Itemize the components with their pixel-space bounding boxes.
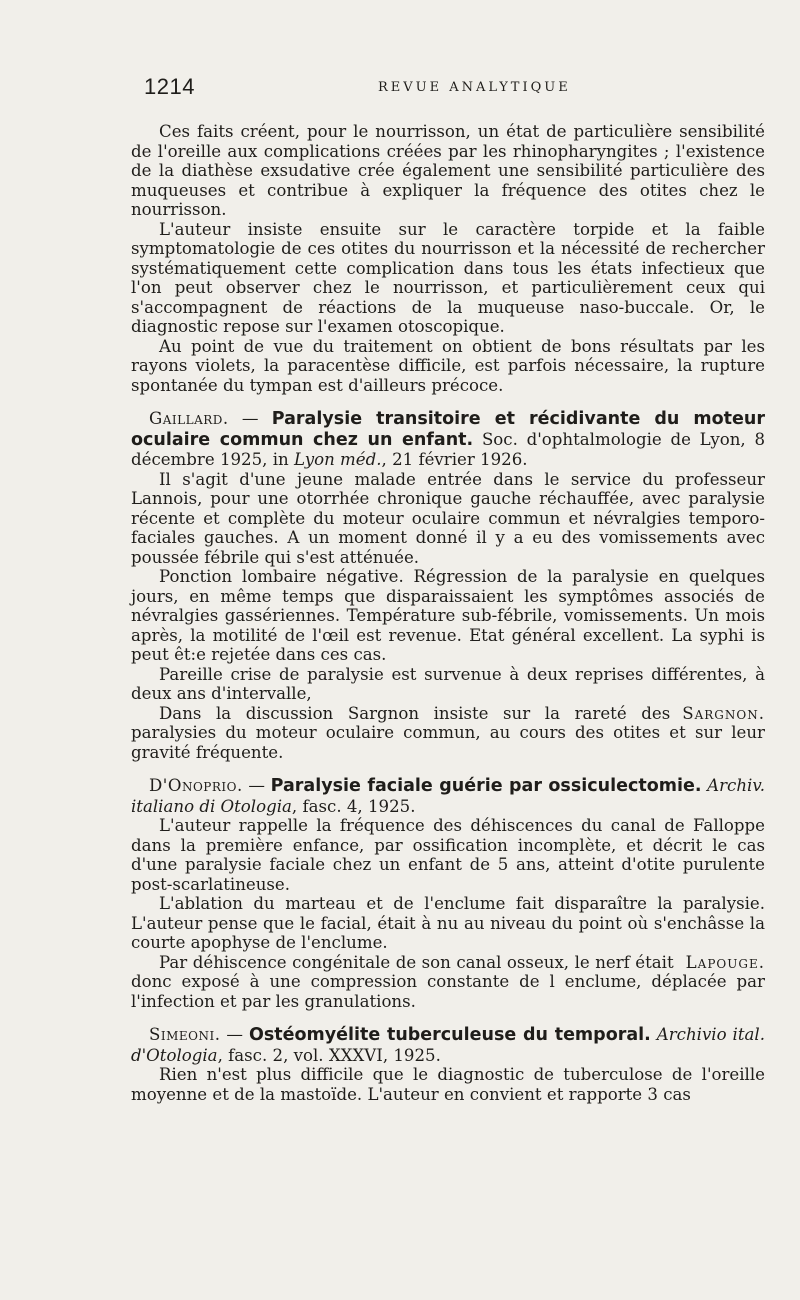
entry-signature: Sargnon. [682,703,765,723]
entry-journal: Archivio ital. d'Otologia [131,1025,765,1065]
entry-author: Gaillard. [149,409,229,428]
paragraph: Pareille crise de paralysie est survenue à deux reprises différentes, à deux ans d'intervalle, [131,664,765,703]
paragraph: Il s'agit d'une jeune malade entrée dans le service du professeur Lannois, pour une otorrhée chronique gauche réchauffée, avec paralysie récente et complète du moteur oculaire commun et névralgies temporo-faciales gauches. A un moment donné il y a eu des vomissements avec poussée fébrile qui s'est atténuée. [131,469,765,567]
entry-title: Ostéomyélite tuberculeuse du temporal. [248,1025,651,1045]
entry-title: Paralysie transitoire et récidivante du moteur oculaire commun chez un enfant. [131,409,765,450]
paragraph: L'ablation du marteau et de l'enclume fait disparaître la paralysie. L'auteur pense que le facial, était à nu au niveau du point où s'enchâsse la courte apophyse de l'enclume. [131,894,765,952]
running-head: REVUE ANALYTIQUE [378,80,571,95]
page-number: 1214 [144,74,195,99]
paragraph: Lapouge. Par déhiscence congénitale de son canal osseux, le nerf était donc exposé à une compression constante de l enclume, déplacée par l'infection et par les granulations. [131,952,765,1011]
entry-author: Simeoni. [149,1025,221,1044]
entry-dash: — [242,776,271,795]
paragraph: L'auteur insiste ensuite sur le caractère torpide et la faible symptomatologie de ces otites du nourrisson et la nécessité de rechercher systématiquement cette complication dans tous les états infectieux que l'on peut observer chez le nourrisson, et particulièrement ceux qui s'accompagnent de réactions de la muqueuse naso-buccale. Or, le diagnostic repose sur l'examen otoscopique. [131,219,765,336]
paragraph: L'auteur rappelle la fréquence des déhiscences du canal de Falloppe dans la première enfance, par ossification incomplète, et décrit le cas d'une paralysie faciale chez un enfant de 5 ans, atteint d'otite purulente post-scarlatineuse. [131,816,765,894]
paragraph: Rien n'est plus difficile que le diagnostic de tuberculose de l'oreille moyenne et de la mastoïde. L'auteur en convient et rapporte 3 cas [131,1065,765,1104]
entry-reference [131,776,765,816]
paragraph: Ponction lombaire négative. Régression de la paralysie en quelques jours, en même temps que disparaissaient les symptômes associés de névralgies gassériennes. Température sub-fébrile, vomissements. Un mois après, la motilité de l'œil est revenue. Etat général excellent. La syphi is peut êt:e rejetée dans ces cas. [131,567,765,664]
page-header [138,74,778,104]
entry-author: D'Onoprio. [149,776,243,795]
review-entry-gaillard [131,409,765,762]
entry-title: Paralysie faciale guérie par ossiculectomie. [270,776,702,796]
entry-journal: Lyon méd. [294,450,382,469]
entry-ref-pre: Soc. d'ophtalmologie de Lyon, 8 décembre 1925, in [131,429,765,469]
entry-ref-post: , fasc. 4, 1925. [291,796,416,816]
entry-reference [131,1025,765,1065]
intro-section [131,122,765,395]
entry-reference [131,409,765,470]
entry-ref-post: , fasc. 2, vol. XXXVI, 1925. [217,1045,441,1065]
paragraph: Ces faits créent, pour le nourrisson, un état de particulière sensibilité de l'oreille aux complications créées par les rhinopharyngites ; l'existence de la diathèse exsudative crée également une sensibilité particulière des muqueuses et contribue à expliquer la fréquence des otites chez le nourrisson. [131,122,765,219]
entry-signature: Lapouge. [685,952,765,972]
entry-dash: — [228,409,272,428]
paragraph: Au point de vue du traitement on obtient de bons résultats par les rayons violets, la paracentèse difficile, est parfois nécessaire, la rupture spontanée du tympan est d'ailleurs précoce. [131,336,765,395]
paragraph: Sargnon. Dans la discussion Sargnon insiste sur la rareté des paralysies du moteur oculaire commun, au cours des otites et sur leur gravité fréquente. [131,703,765,762]
review-entry-donoprio [131,776,765,1011]
entry-dash: — [220,1025,249,1044]
entry-journal: Archiv. italiano di Otologia [131,776,765,816]
text-column [131,122,765,1104]
entry-ref-post: , 21 février 1926. [381,450,528,469]
review-entry-simeoni [131,1025,765,1104]
